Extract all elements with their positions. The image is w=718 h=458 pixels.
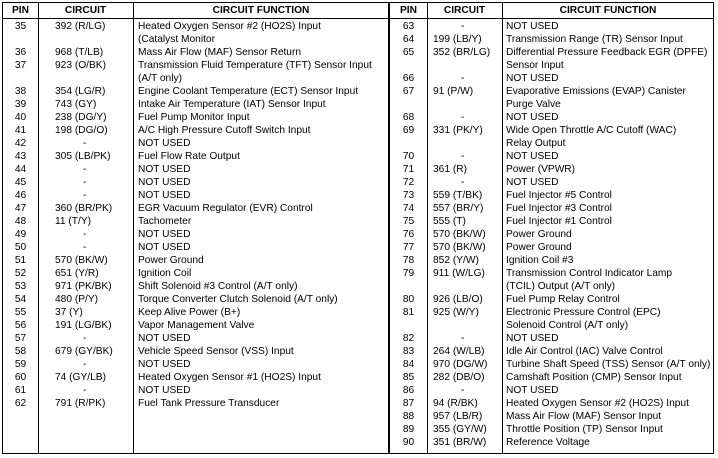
pin-cell: 80	[402, 294, 415, 305]
pin-cell: 79	[402, 268, 415, 279]
circuit-cell: 957 (LB/R)	[433, 411, 483, 422]
function-cell: Fuel Flow Rate Output	[138, 151, 240, 162]
table-row	[3, 436, 713, 449]
circuit-cell: 743 (GY)	[55, 99, 97, 110]
function-cell: Power Ground	[506, 242, 572, 253]
table-row	[3, 397, 713, 410]
function-cell: NOT USED	[506, 73, 559, 84]
function-cell: Fuel Injector #3 Control	[506, 203, 612, 214]
pin-cell: 64	[402, 34, 415, 45]
circuit-cell: 392 (R/LG)	[55, 21, 106, 32]
pin-cell: 51	[14, 255, 27, 266]
pin-table	[2, 2, 714, 454]
pin-cell: 75	[402, 216, 415, 227]
circuit-cell: -	[461, 385, 465, 396]
circuit-cell: 37 (Y)	[55, 307, 83, 318]
circuit-cell: 570 (BK/W)	[433, 242, 486, 253]
function-cell: Mass Air Flow (MAF) Sensor Return	[138, 47, 302, 58]
circuit-cell: -	[83, 190, 87, 201]
header-circuit-left: CIRCUIT	[64, 5, 107, 16]
pin-cell: 67	[402, 86, 415, 97]
circuit-cell: -	[83, 359, 87, 370]
function-cell: Reference Voltage	[506, 437, 590, 448]
table-row	[3, 124, 713, 137]
function-cell: Electronic Pressure Control (EPC)	[506, 307, 661, 318]
pin-cell: 48	[14, 216, 27, 227]
circuit-cell: 559 (T/BK)	[433, 190, 483, 201]
function-cell: Keep Alive Power (B+)	[138, 307, 241, 318]
function-cell: Fuel Pump Monitor Input	[138, 112, 250, 123]
pin-cell: 50	[14, 242, 27, 253]
pin-cell: 66	[402, 73, 415, 84]
pin-cell: 61	[14, 385, 27, 396]
pin-cell: 74	[402, 203, 415, 214]
function-cell: Tachometer	[138, 216, 192, 227]
pin-cell: 53	[14, 281, 27, 292]
function-cell: Solenoid Control (A/T only)	[506, 320, 629, 331]
pin-cell: 77	[402, 242, 415, 253]
circuit-cell: -	[83, 385, 87, 396]
table-row	[3, 345, 713, 358]
table-row	[3, 241, 713, 254]
function-cell: Heated Oxygen Sensor #2 (HO2S) Input	[506, 398, 689, 409]
circuit-cell: 238 (DG/Y)	[55, 112, 107, 123]
circuit-cell: 264 (W/LB)	[433, 346, 485, 357]
function-cell: Vehicle Speed Sensor (VSS) Input	[138, 346, 294, 357]
header-pin-right: PIN	[400, 5, 417, 16]
circuit-cell: 911 (W/LG)	[433, 268, 485, 279]
circuit-cell: -	[461, 112, 465, 123]
pin-cell: 42	[14, 138, 27, 149]
function-cell: Intake Air Temperature (IAT) Sensor Input	[138, 99, 326, 110]
function-cell: NOT USED	[506, 333, 559, 344]
table-row	[3, 332, 713, 345]
circuit-cell: 361 (R)	[433, 164, 467, 175]
circuit-cell: 679 (GY/BK)	[55, 346, 113, 357]
circuit-cell: -	[461, 151, 465, 162]
table-row	[3, 384, 713, 397]
pin-cell: 38	[14, 86, 27, 97]
function-cell: Fuel Injector #1 Control	[506, 216, 612, 227]
function-cell: Idle Air Control (IAC) Valve Control	[506, 346, 663, 357]
pin-cell: 55	[14, 307, 27, 318]
pin-cell: 49	[14, 229, 27, 240]
pin-cell: 46	[14, 190, 27, 201]
function-cell: Transmission Control Indicator Lamp	[506, 268, 673, 279]
function-cell: Wide Open Throttle A/C Cutoff (WAC)	[506, 125, 677, 136]
circuit-cell: 971 (PK/BK)	[55, 281, 112, 292]
circuit-cell: 555 (T)	[433, 216, 466, 227]
pin-cell: 63	[402, 21, 415, 32]
circuit-cell: -	[83, 242, 87, 253]
function-cell: NOT USED	[138, 385, 191, 396]
function-cell: Sensor Input	[506, 60, 564, 71]
pin-cell: 36	[14, 47, 27, 58]
function-cell: Ignition Coil #3	[506, 255, 574, 266]
pin-cell: 39	[14, 99, 27, 110]
function-cell: Throttle Position (TP) Sensor Input	[506, 424, 663, 435]
circuit-cell: -	[461, 21, 465, 32]
table-row	[3, 33, 713, 46]
pin-cell: 81	[402, 307, 415, 318]
function-cell: Heated Oxygen Sensor #2 (HO2S) Input	[138, 21, 321, 32]
function-cell: NOT USED	[506, 177, 559, 188]
circuit-cell: 557 (BR/Y)	[433, 203, 484, 214]
pin-cell: 83	[402, 346, 415, 357]
function-cell: Power Ground	[506, 229, 572, 240]
function-cell: Engine Coolant Temperature (ECT) Sensor Input	[138, 86, 359, 97]
function-cell: Relay Output	[506, 138, 566, 149]
circuit-cell: -	[83, 229, 87, 240]
function-cell: NOT USED	[138, 164, 191, 175]
function-cell: Torque Converter Clutch Solenoid (A/T only)	[138, 294, 338, 305]
circuit-cell: 570 (BK/W)	[433, 229, 486, 240]
function-cell: Turbine Shaft Speed (TSS) Sensor (A/T only)	[506, 359, 711, 370]
circuit-cell: 968 (T/LB)	[55, 47, 104, 58]
circuit-cell: 354 (LG/R)	[55, 86, 106, 97]
function-cell: NOT USED	[506, 151, 559, 162]
function-cell: Evaporative Emissions (EVAP) Canister	[506, 86, 686, 97]
table-row	[3, 306, 713, 319]
function-cell: Vapor Management Valve	[138, 320, 255, 331]
pin-cell: 44	[14, 164, 27, 175]
table-row	[3, 163, 713, 176]
pin-cell: 70	[402, 151, 415, 162]
circuit-cell: 925 (W/Y)	[433, 307, 479, 318]
circuit-cell: -	[83, 164, 87, 175]
circuit-cell: 198 (DG/O)	[55, 125, 108, 136]
function-cell: Power (VPWR)	[506, 164, 576, 175]
function-cell: NOT USED	[138, 359, 191, 370]
pin-cell: 40	[14, 112, 27, 123]
table-row	[3, 371, 713, 384]
circuit-cell: 480 (P/Y)	[55, 294, 99, 305]
pin-cell: 72	[402, 177, 415, 188]
pin-cell: 90	[402, 437, 415, 448]
function-cell: NOT USED	[138, 229, 191, 240]
function-cell: NOT USED	[138, 242, 191, 253]
function-cell: NOT USED	[506, 385, 559, 396]
function-cell: EGR Vacuum Regulator (EVR) Control	[138, 203, 313, 214]
circuit-cell: 926 (LB/O)	[433, 294, 483, 305]
function-cell: Fuel Pump Relay Control	[506, 294, 620, 305]
circuit-cell: 199 (LB/Y)	[433, 34, 482, 45]
header-function-right: CIRCUIT FUNCTION	[559, 5, 657, 16]
pin-cell: 86	[402, 385, 415, 396]
circuit-cell: 791 (R/PK)	[55, 398, 106, 409]
circuit-cell: 91 (P/W)	[433, 86, 474, 97]
circuit-cell: -	[83, 138, 87, 149]
pin-cell: 88	[402, 411, 415, 422]
function-cell: Heated Oxygen Sensor #1 (HO2S) Input	[138, 372, 321, 383]
pin-cell: 82	[402, 333, 415, 344]
pin-cell: 76	[402, 229, 415, 240]
circuit-cell: 11 (T/Y)	[55, 216, 92, 227]
function-cell: NOT USED	[138, 190, 191, 201]
table-row	[3, 410, 713, 423]
pin-cell: 57	[14, 333, 27, 344]
circuit-cell: 351 (BR/W)	[433, 437, 487, 448]
pin-cell: 78	[402, 255, 415, 266]
header-pin-left: PIN	[12, 5, 29, 16]
pin-cell: 35	[14, 21, 27, 32]
function-cell: Mass Air Flow (MAF) Sensor Input	[506, 411, 662, 422]
table-row	[3, 254, 713, 267]
pin-cell: 84	[402, 359, 415, 370]
pin-cell: 54	[14, 294, 27, 305]
pin-cell: 71	[402, 164, 415, 175]
pin-cell: 69	[402, 125, 415, 136]
pin-cell: 62	[14, 398, 27, 409]
table-row	[3, 72, 713, 85]
pin-cell: 60	[14, 372, 27, 383]
pin-cell: 47	[14, 203, 27, 214]
circuit-cell: 305 (LB/PK)	[55, 151, 111, 162]
function-cell: NOT USED	[506, 112, 559, 123]
circuit-cell: 191 (LG/BK)	[55, 320, 112, 331]
pin-cell: 59	[14, 359, 27, 370]
circuit-cell: -	[461, 333, 465, 344]
function-cell: (Catalyst Monitor	[138, 34, 215, 45]
circuit-cell: 74 (GY/LB)	[55, 372, 106, 383]
pin-cell: 89	[402, 424, 415, 435]
circuit-cell: -	[461, 177, 465, 188]
circuit-cell: 355 (GY/W)	[433, 424, 487, 435]
table-row	[3, 228, 713, 241]
circuit-cell: 852 (Y/W)	[433, 255, 479, 266]
pin-cell: 41	[14, 125, 27, 136]
circuit-cell: 570 (BK/W)	[55, 255, 108, 266]
function-cell: Power Ground	[138, 255, 204, 266]
table-row	[3, 176, 713, 189]
function-cell: A/C High Pressure Cutoff Switch Input	[138, 125, 311, 136]
table-row	[3, 319, 713, 332]
circuit-cell: 923 (O/BK)	[55, 60, 106, 71]
function-cell: Fuel Tank Pressure Transducer	[138, 398, 280, 409]
header-circuit-right: CIRCUIT	[443, 5, 486, 16]
circuit-cell: -	[83, 333, 87, 344]
circuit-cell: -	[83, 177, 87, 188]
table-row	[3, 46, 713, 59]
pin-cell: 37	[14, 60, 27, 71]
table-row	[3, 111, 713, 124]
table-row	[3, 423, 713, 436]
pin-cell: 58	[14, 346, 27, 357]
circuit-cell: 94 (R/BK)	[433, 398, 478, 409]
function-cell: NOT USED	[138, 333, 191, 344]
function-cell: Camshaft Position (CMP) Sensor Input	[506, 372, 682, 383]
function-cell: Fuel Injector #5 Control	[506, 190, 612, 201]
table-row	[3, 150, 713, 163]
table-row	[3, 137, 713, 150]
table-row	[3, 293, 713, 306]
circuit-cell: 970 (DG/W)	[433, 359, 488, 370]
table-row	[3, 280, 713, 293]
header-function-left: CIRCUIT FUNCTION	[212, 5, 310, 16]
circuit-cell: 282 (DB/O)	[433, 372, 485, 383]
header-divider	[3, 18, 713, 19]
function-cell: Ignition Coil	[138, 268, 192, 279]
table-row	[3, 202, 713, 215]
table-row	[3, 85, 713, 98]
circuit-cell: 352 (BR/LG)	[433, 47, 491, 58]
circuit-cell: 331 (PK/Y)	[433, 125, 483, 136]
function-cell: Transmission Fluid Temperature (TFT) Sensor Input	[138, 60, 372, 71]
pin-cell: 52	[14, 268, 27, 279]
pin-cell: 73	[402, 190, 415, 201]
pin-cell: 56	[14, 320, 27, 331]
function-cell: NOT USED	[138, 177, 191, 188]
circuit-cell: -	[461, 73, 465, 84]
function-cell: (TCIL) Output (A/T only)	[506, 281, 616, 292]
pin-cell: 65	[402, 47, 415, 58]
pin-cell: 45	[14, 177, 27, 188]
table-row	[3, 20, 713, 33]
function-cell: (A/T only)	[138, 73, 182, 84]
table-row	[3, 59, 713, 72]
table-row	[3, 358, 713, 371]
table-row	[3, 267, 713, 280]
function-cell: Differential Pressure Feedback EGR (DPFE)	[506, 47, 708, 58]
pin-cell: 43	[14, 151, 27, 162]
function-cell: Transmission Range (TR) Sensor Input	[506, 34, 683, 45]
table-row	[3, 189, 713, 202]
function-cell: NOT USED	[506, 21, 559, 32]
pin-cell: 68	[402, 112, 415, 123]
circuit-cell: 651 (Y/R)	[55, 268, 99, 279]
pin-cell: 85	[402, 372, 415, 383]
table-row	[3, 215, 713, 228]
circuit-cell: 360 (BR/PK)	[55, 203, 113, 214]
pin-cell: 87	[402, 398, 415, 409]
function-cell: NOT USED	[138, 138, 191, 149]
function-cell: Purge Valve	[506, 99, 561, 110]
table-row	[3, 98, 713, 111]
function-cell: Shift Solenoid #3 Control (A/T only)	[138, 281, 298, 292]
